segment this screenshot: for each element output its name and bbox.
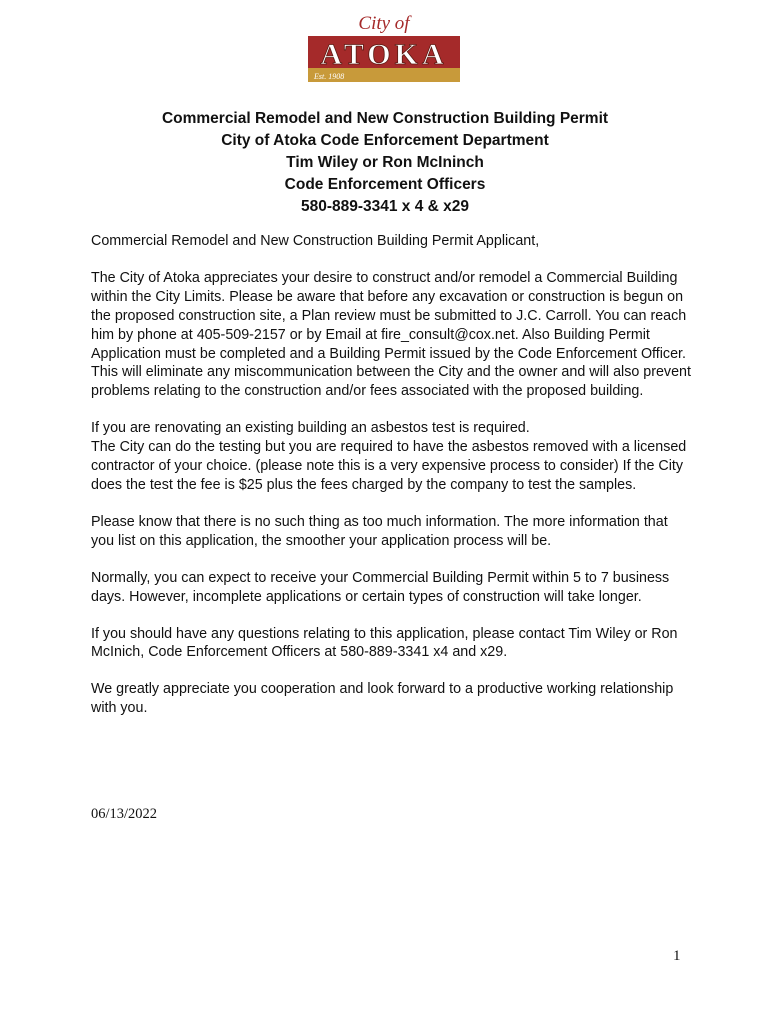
header-title: Commercial Remodel and New Construction Building Permit [161, 110, 609, 127]
header-department: City of Atoka Code Enforcement Department [221, 132, 549, 149]
header-phone: 580-889-3341 x 4 & x29 [300, 198, 470, 215]
logo-city-of-text: City of [358, 13, 410, 34]
paragraph-plan-review: The City of Atoka appreciates your desire to construct and/or remodel a Commercial Building within the City Limits. Please be aware that before any excavation or construction is begun on the proposed construction site, a Plan review must be submitted to J.C. Carroll. You can reach him by phone at 405-509-2157 or by Email at fire_consult@cox.net. Also Building Permit Application must be completed and a Building Permit issued by the Code Enforcement Officer. This will eliminate any miscommunication between the City and the owner and will also prevent problems relating to the construction and/or fees associated with the proposed building. [91, 269, 691, 400]
paragraph-timeline: Normally, you can expect to receive your Commercial Building Permit within 5 to 7 business days. However, incomplete applications or certain types of construction will take longer. [91, 569, 670, 605]
paragraph-information: Please know that there is no such thing as too much information. The more information that you list on this application, the smoother your application process will be. [91, 513, 668, 549]
paragraph-asbestos [91, 419, 691, 495]
page-number: 1 [673, 948, 681, 964]
letter-body [91, 232, 691, 736]
logo-established-text: Est. 1908 [314, 72, 345, 81]
city-of-atoka-logo [306, 12, 462, 84]
letter-header [90, 108, 680, 218]
paragraph-closing: We greatly appreciate you cooperation and look forward to a productive working relationship with you. [91, 681, 674, 717]
letter-date: 06/13/2022 [91, 806, 158, 822]
header-officer-names: Tim Wiley or Ron McIninch [286, 154, 484, 171]
header-officer-title: Code Enforcement Officers [284, 176, 486, 193]
salutation: Commercial Remodel and New Construction Building Permit Applicant, [91, 233, 540, 249]
logo-atoka-text: ATOKA [320, 38, 448, 71]
asbestos-details: The City can do the testing but you are required to have the asbestos removed with a licensed contractor of your choice. (please note this is a very expensive process to consider) If the City does the test the fee is $25 plus the fees charged by the company to test the samples. [91, 439, 687, 493]
paragraph-contact: If you should have any questions relating to this application, please contact Tim Wiley or Ron McInich, Code Enforcement Officers at 580-889-3341 x4 and x29. [91, 625, 678, 661]
asbestos-requirement: If you are renovating an existing building an asbestos test is required. [91, 420, 530, 437]
